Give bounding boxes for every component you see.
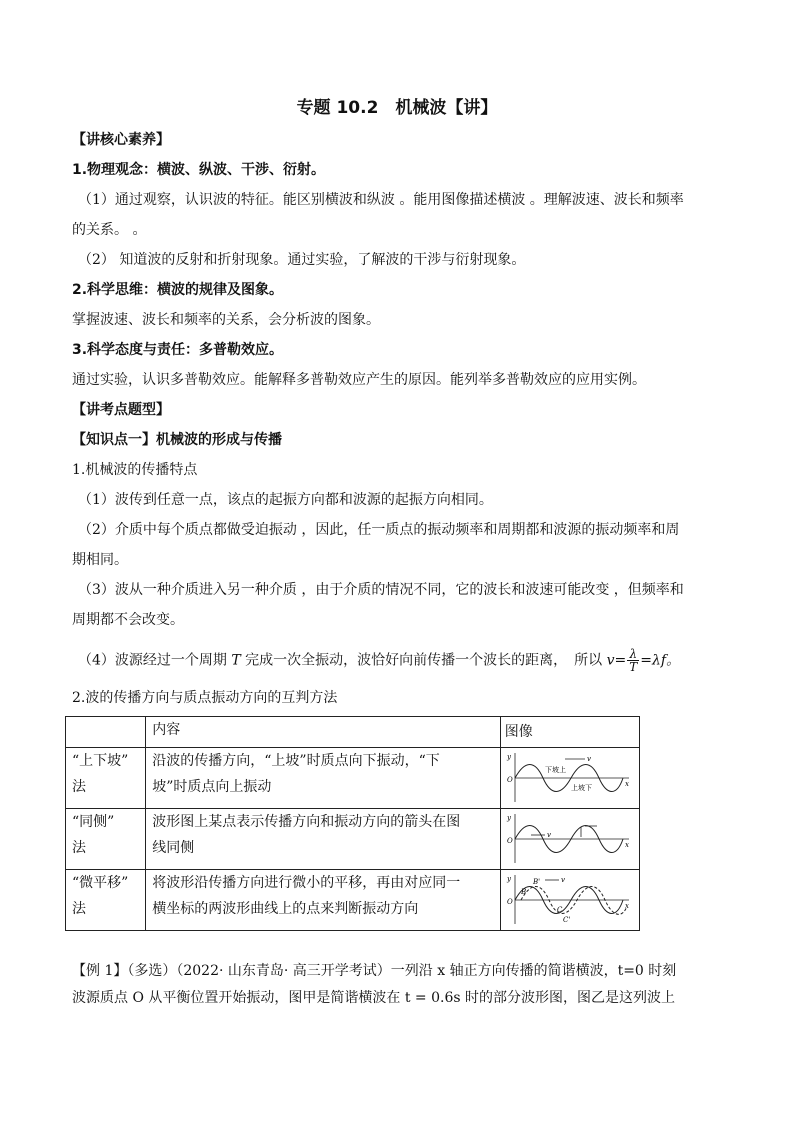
axis-origin-label: O: [506, 776, 513, 784]
method-name-line-2: 法: [72, 779, 86, 795]
method-content-line-2: 线同侧: [152, 840, 195, 856]
method-content: [146, 748, 501, 809]
point-b-prime-label: B': [532, 878, 540, 886]
method-name-line-2: 法: [72, 840, 86, 856]
fraction-numerator: λ: [627, 648, 639, 661]
method-content: [146, 809, 501, 870]
header-method: [66, 717, 146, 748]
point-4-mid: 完成一次全振动，波恰好向前传播一个波长的距离， 所以: [245, 652, 603, 669]
velocity-label: v: [586, 755, 591, 763]
method-content-line-1: 沿波的传播方向，“上坡”时质点向下振动，“下: [152, 753, 440, 769]
axis-origin-label: O: [506, 837, 513, 845]
core-item-1: 1.物理观念：横波、纵波、干涉、衍射。: [72, 162, 326, 178]
header-image: 图像: [500, 717, 639, 748]
table-row: [66, 870, 640, 931]
exam-topics-heading: 【讲考点题型】: [72, 402, 170, 418]
core-literacy-heading: 【讲核心素养】: [72, 132, 170, 148]
method-name: [66, 748, 146, 809]
method-name: [66, 809, 146, 870]
velocity-label: v: [560, 876, 565, 884]
core-item-2: 2.科学思维：横波的规律及图象。: [72, 282, 284, 298]
core-item-3-para: 通过实验，认识多普勒效应。能解释多普勒效应产生的原因。能列举多普勒效应的应用实例。: [72, 372, 646, 388]
method-name: [66, 870, 146, 931]
wave-figure-slope: [505, 750, 633, 806]
point-c-label: C: [556, 906, 563, 914]
axis-x-label: x: [624, 902, 629, 910]
method-name-line-2: 法: [72, 901, 86, 917]
example-1-line-2: 波源质点 O 从平衡位置开始振动，图甲是简谐横波在 t = 0.6s 时的部分波形图，图乙是这列波上: [72, 990, 675, 1006]
methods-table: [65, 716, 640, 931]
point-3: （3）波从一种介质进入另一种介质 ，由于介质的情况不同，它的波长和波速可能改变 ，但频率和: [78, 582, 684, 598]
method-figure: [500, 870, 639, 931]
velocity-symbol: v: [606, 652, 615, 669]
point-2-cont: 期相同。: [72, 552, 128, 568]
wave-figure-same-side: [505, 811, 633, 867]
table-row: [66, 748, 640, 809]
method-figure: [500, 748, 639, 809]
equals-sign: =: [614, 652, 627, 669]
point-4-pre: （4）波源经过一个周期: [78, 652, 227, 669]
example-1-line-1: 【例 1】（多选）（2022· 山东青岛· 高三开学考试）一列沿 x 轴正方向传播的简谐横波，t=0 时刻: [72, 963, 677, 979]
axis-y-label: y: [506, 814, 511, 822]
point-3-cont: 周期都不会改变。: [72, 612, 184, 628]
page-title: 专题 10.2 机械波【讲】: [296, 98, 498, 118]
fraction: [627, 648, 639, 673]
header-content: 内容: [146, 717, 501, 748]
axis-origin-label: O: [506, 898, 513, 906]
axis-y-label: y: [506, 753, 511, 761]
method-content-line-1: 波形图上某点表示传播方向和振动方向的箭头在图: [152, 814, 461, 830]
subsection-2: 2.波的传播方向与质点振动方向的互判方法: [72, 690, 338, 706]
point-b-label: B: [520, 888, 526, 896]
upslope-label: 上坡下: [570, 784, 592, 792]
subsection-1: 1.机械波的传播特点: [72, 462, 198, 478]
point-2: （2）介质中每个质点都做受迫振动 ，因此，任一质点的振动频率和周期都和波源的振动频率和周: [78, 522, 680, 538]
table-header-row: [66, 717, 640, 748]
method-name-line-1: “微平移”: [72, 875, 129, 891]
point-4-post: =λf。: [640, 652, 681, 669]
example-1: [72, 958, 732, 1012]
method-content-line-2: 横坐标的两波形曲线上的点来判断振动方向: [152, 901, 419, 917]
velocity-label: v: [546, 831, 551, 839]
point-1: （1）波传到任意一点，该点的起振方向都和波源的起振方向相同。: [78, 492, 493, 508]
period-symbol: T: [231, 652, 241, 669]
fraction-denominator: T: [629, 660, 638, 674]
wave-figure-translation: [505, 872, 633, 928]
method-name-line-1: “上下坡”: [72, 753, 129, 769]
core-item-1-para-1-cont: 的关系。 。: [72, 222, 147, 238]
method-name-line-1: “同侧”: [72, 814, 115, 830]
core-item-1-para-2: （2） 知道波的反射和折射现象。通过实验，了解波的干涉与衍射现象。: [78, 252, 526, 268]
method-content-line-2: 坡”时质点向上振动: [152, 779, 272, 795]
point-4: [78, 648, 738, 673]
point-c-prime-label: C': [562, 916, 571, 924]
axis-x-label: x: [624, 841, 629, 849]
core-item-3: 3.科学态度与责任：多普勒效应。: [72, 342, 284, 358]
method-figure: [500, 809, 639, 870]
method-content-line-1: 将波形沿传播方向进行微小的平移，再由对应同一: [152, 875, 461, 891]
knowledge-point-1: 【知识点一】机械波的形成与传播: [72, 432, 282, 448]
table-row: [66, 809, 640, 870]
downslope-label: 下坡上: [544, 766, 566, 774]
core-item-2-para: 掌握波速、波长和频率的关系，会分析波的图象。: [72, 312, 380, 328]
axis-x-label: x: [624, 780, 629, 788]
method-content: [146, 870, 501, 931]
axis-y-label: y: [506, 875, 511, 883]
core-item-1-para-1: （1）通过观察，认识波的特征。能区别横波和纵波 。能用图像描述横波 。理解波速、波长和频率: [78, 192, 684, 208]
